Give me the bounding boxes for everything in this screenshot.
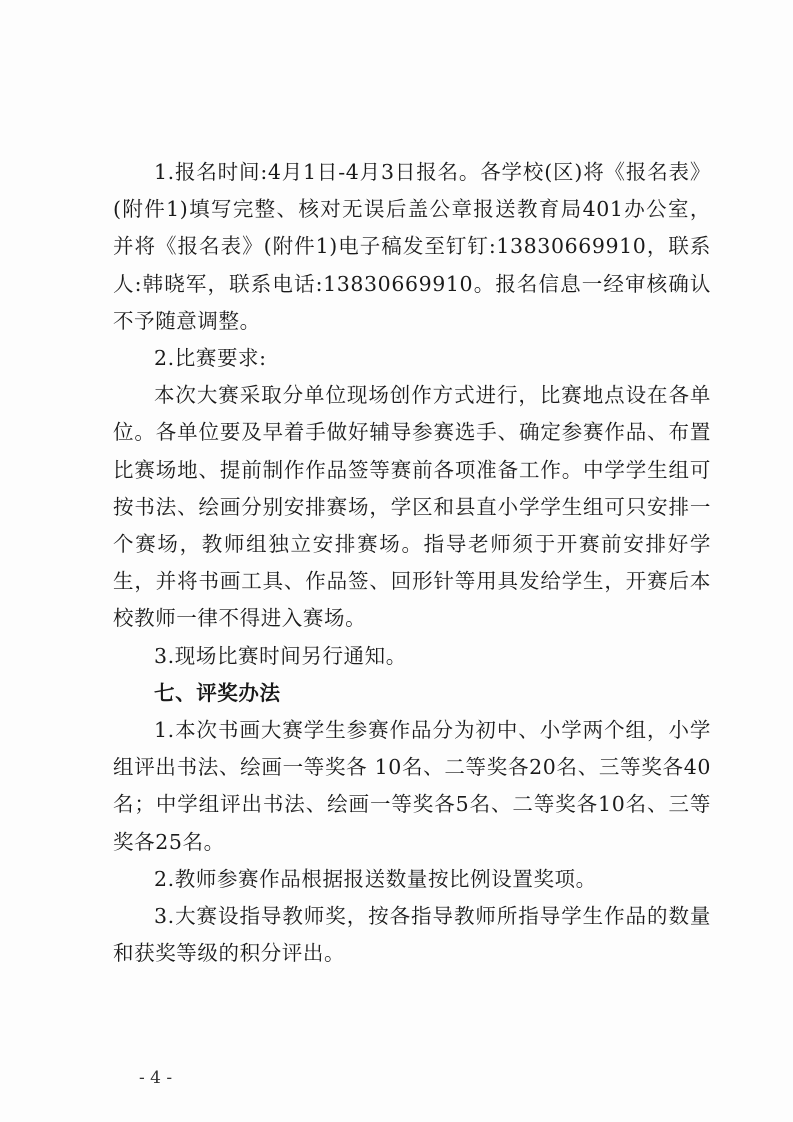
paragraph-registration-time: 1.报名时间:4月1日-4月3日报名。各学校(区)将《报名表》(附件1)填写完整、核对无误后盖公章报送教育局401办公室，并将《报名表》(附件1)电子稿发至钉钉:13830669910，联系人:韩晓军，联系电话:13830669910。报名信息一经审核确认不予随意调整。 xyxy=(113,160,711,333)
section-heading-award-method: 七、评奖办法 xyxy=(154,680,281,705)
paragraph-competition-requirements-heading: 2.比赛要求: xyxy=(154,346,267,371)
paragraph-student-awards: 1.本次书画大赛学生参赛作品分为初中、小学两个组，小学组评出书法、绘画一等奖各 10名、二等奖各20名、三等奖各40名；中学组评出书法、绘画一等奖各5名、二等奖各10名、三等奖各25名。 xyxy=(113,718,711,854)
page-number: - 4 - xyxy=(139,1068,173,1088)
paragraph-competition-time: 3.现场比赛时间另行通知。 xyxy=(154,643,407,668)
paragraph-competition-requirements: 本次大赛采取分单位现场创作方式进行，比赛地点设在各单位。各单位要及早着手做好辅导参赛选手、确定参赛作品、布置比赛场地、提前制作作品签等赛前各项准备工作。中学学生组可按书法、绘画分别安排赛场，学区和县直小学学生组可只安排一个赛场，教师组独立安排赛场。指导老师须于开赛前安排好学生，并将书画工具、作品签、回形针等用具发给学生，开赛后本校教师一律不得进入赛场。 xyxy=(113,383,711,631)
paragraph-instructor-award: 3.大赛设指导教师奖，按各指导教师所指导学生作品的数量和获奖等级的积分评出。 xyxy=(113,904,711,966)
document-body xyxy=(113,154,711,972)
paragraph-teacher-awards: 2.教师参赛作品根据报送数量按比例设置奖项。 xyxy=(154,866,597,891)
